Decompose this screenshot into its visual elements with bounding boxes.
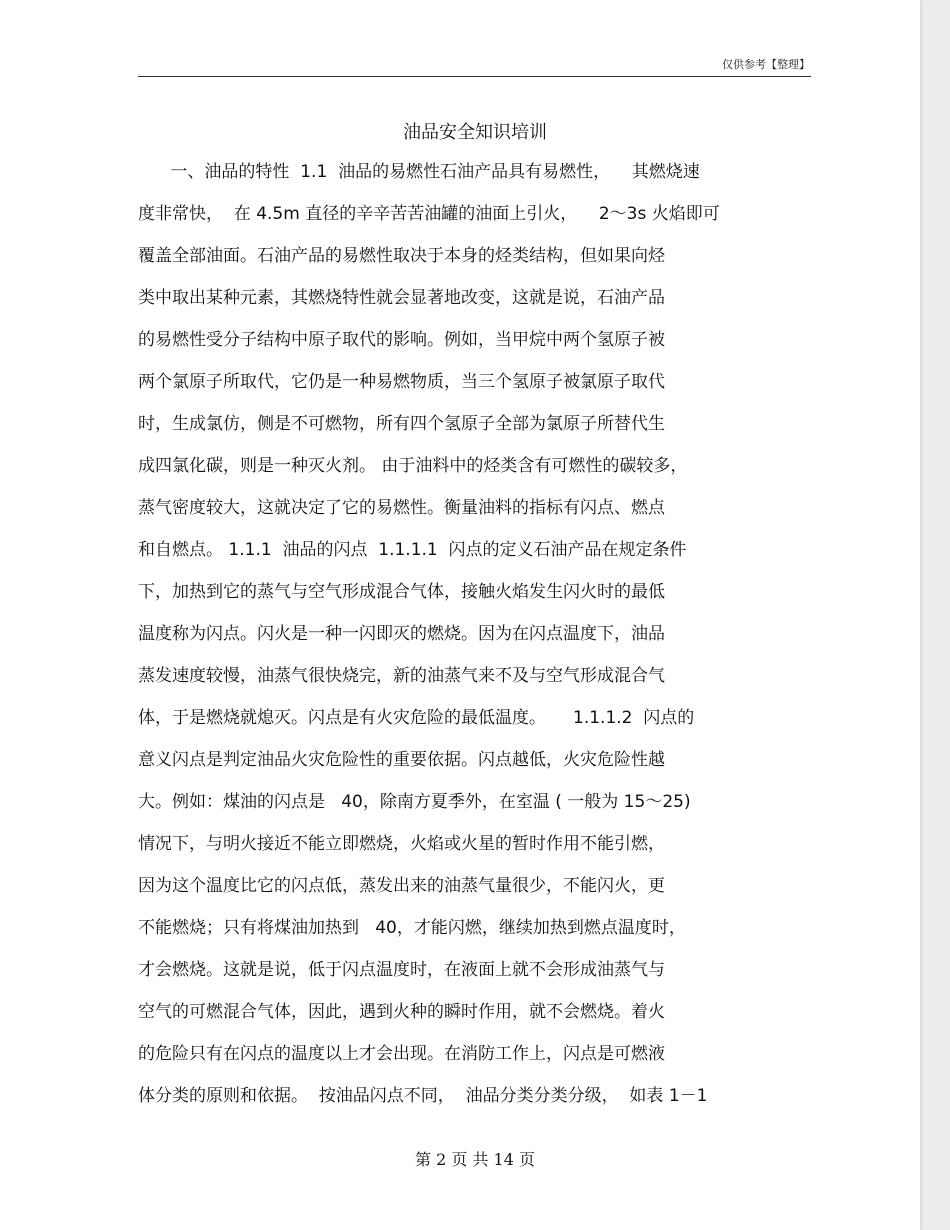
header-divider bbox=[138, 76, 811, 77]
body-line: 两个氯原子所取代，它仍是一种易燃物质，当三个氢原子被氯原子取代 bbox=[138, 372, 665, 392]
body-line: 度非常快， 在 4.5m 直径的辛辛苦苦油罐的油面上引火， 2～3s 火焰即可 bbox=[138, 204, 720, 224]
body-line: 体分类的原则和依据。 按油品闪点不同， 油品分类分类分级， 如表 1－1 bbox=[138, 1086, 708, 1106]
body-line: 覆盖全部油面。石油产品的易燃性取决于本身的烃类结构，但如果向烃 bbox=[138, 246, 665, 266]
body-line: 下，加热到它的蒸气与空气形成混合气体，接触火焰发生闪火时的最低 bbox=[138, 582, 665, 602]
body-line: 一、油品的特性 1.1 油品的易燃性石油产品具有易燃性， 其燃烧速 bbox=[138, 162, 700, 182]
document-title: 油品安全知识培训 bbox=[403, 122, 547, 143]
body-line: 体，于是燃烧就熄灭。闪点是有火灾危险的最低温度。 1.1.1.2 闪点的 bbox=[138, 708, 695, 728]
body-line: 成四氯化碳，则是一种灭火剂。 由于油料中的烃类含有可燃性的碳较多， bbox=[138, 456, 688, 476]
body-line: 温度称为闪点。闪火是一种一闪即灭的燃烧。因为在闪点温度下，油品 bbox=[138, 624, 665, 644]
body-line: 不能燃烧；只有将煤油加热到 40，才能闪燃，继续加热到燃点温度时， bbox=[138, 918, 686, 938]
body-line: 的易燃性受分子结构中原子取代的影响。例如，当甲烷中两个氢原子被 bbox=[138, 330, 665, 350]
body-line: 情况下，与明火接近不能立即燃烧，火焰或火星的暂时作用不能引燃， bbox=[138, 834, 665, 854]
body-line: 和自燃点。 1.1.1 油品的闪点 1.1.1.1 闪点的定义石油产品在规定条件 bbox=[138, 540, 687, 560]
body-line: 蒸气密度较大，这就决定了它的易燃性。衡量油料的指标有闪点、燃点 bbox=[138, 498, 665, 518]
body-line: 类中取出某种元素，其燃烧特性就会显著地改变，这就是说，石油产品 bbox=[138, 288, 665, 308]
page-number: 第 2 页 共 14 页 bbox=[415, 1150, 535, 1169]
body-line: 蒸发速度较慢，油蒸气很快烧完，新的油蒸气来不及与空气形成混合气 bbox=[138, 666, 665, 686]
body-line: 时，生成氯仿，侧是不可燃物，所有四个氢原子全部为氯原子所替代生 bbox=[138, 414, 665, 434]
header-note: 仅供参考【整理】 bbox=[722, 58, 810, 71]
body-line: 意义闪点是判定油品火灾危险性的重要依据。闪点越低，火灾危险性越 bbox=[138, 750, 665, 770]
body-line: 因为这个温度比它的闪点低，蒸发出来的油蒸气量很少，不能闪火，更 bbox=[138, 876, 665, 896]
body-line: 空气的可燃混合气体，因此，遇到火种的瞬时作用，就不会燃烧。着火 bbox=[138, 1002, 665, 1022]
body-line: 的危险只有在闪点的温度以上才会出现。在消防工作上，闪点是可燃液 bbox=[138, 1044, 665, 1064]
body-line: 大。例如：煤油的闪点是 40，除南方夏季外，在室温 ( 一般为 15～25) bbox=[138, 792, 691, 812]
body-line: 才会燃烧。这就是说，低于闪点温度时，在液面上就不会形成油蒸气与 bbox=[138, 960, 665, 980]
